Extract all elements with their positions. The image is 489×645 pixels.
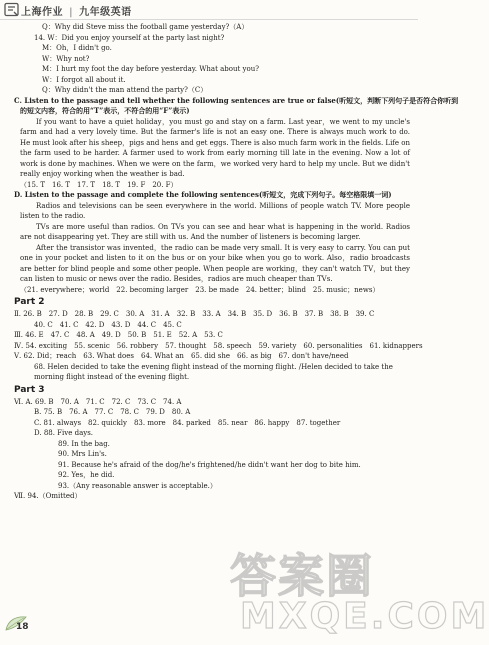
page-number: 18 bbox=[16, 622, 29, 632]
answer-line: 91. Because he's afraid of the dog/he's frightened/he didn't want her dog to bite him. bbox=[58, 460, 361, 469]
answer-line: 68. Helen decided to take the evening flight instead of the morning flight. /Helen decided to take the morning flight instead of the evening flight. bbox=[34, 362, 393, 381]
section-c-title: C. Listen to the passage and tell whether the following sentences are true or false(听短文，判断下列句子是否符合你听到 bbox=[14, 95, 459, 105]
dialog-line: W：I forgot all about it. bbox=[42, 75, 126, 84]
dialog-line: Q：Why didn't the man attend the party?（C） bbox=[42, 86, 208, 94]
answer-line: 89. In the bag. bbox=[58, 439, 110, 448]
header-separator: | bbox=[68, 7, 74, 18]
answer-line: 93.（Any reasonable answer is acceptable.） bbox=[58, 481, 217, 490]
dialog-line: 14. W：Did you enjoy yourself at the party last night? bbox=[34, 33, 225, 42]
answer-line: B. 75. B 76. A 77. C 78. C 79. D 80. A bbox=[34, 408, 191, 416]
passage-paragraph: TVs are more useful than radios. On TVs you can see and hear what is happening in the world. Radios are not disappearing yet. They are still with us. And the number of listeners is becoming larger. bbox=[20, 222, 410, 241]
dialog-line: W：Why not? bbox=[42, 54, 90, 63]
section-d-title: D. Listen to the passage and complete the following sentences(听短文，完成下列句子。每空格限填一词) bbox=[14, 190, 392, 199]
passage-paragraph: Radios and televisions can be seen everywhere in the world. Millions of people watch TV. More people listen to the radio. bbox=[20, 201, 410, 220]
answer-line: Ⅶ. 94.（Omitted） bbox=[14, 492, 82, 500]
answer-line: Ⅳ. 54. exciting 55. scenic 56. robbery 57. thought 58. speech 59. variety 60. personalities 61. kidnappers bbox=[14, 341, 423, 350]
series-name: 上海作业 bbox=[21, 7, 63, 18]
book-logo-icon bbox=[4, 2, 19, 17]
passage-paragraph: If you want to have a quiet holiday，you must go and stay on a farm. Last year，we went to my uncle's farm and had a very lovely time. But the farmer's life is not an easy one. There is always much work to do. He must look after his sheep，pigs and hens and get eggs. There is also much farm work in the fields. Life on the farm used to be harder. A farmer used to work from early morning till late in the evening. Now a lot of work is done by machines. When we were on the farm，we worked very hard to help my uncle. But we didn't really enjoy working when the weather is bad. bbox=[20, 117, 410, 178]
site-watermark bbox=[230, 540, 489, 640]
section-d-passage bbox=[14, 201, 410, 285]
answer-line: Ⅴ. 62. Did；reach 63. What does 64. What an 65. did she 66. as big 67. don't have/need bbox=[14, 352, 349, 360]
section-c-title-cont: 的短文内容，符合的用“T”表示，不符合的用“F”表示) bbox=[20, 106, 190, 115]
answer-line: D. 88. Five days. bbox=[34, 429, 94, 437]
watermark-latin: MXQE.COM bbox=[240, 596, 489, 637]
answer-line: 90. Mrs Lin's. bbox=[58, 450, 107, 458]
passage-paragraph: After the transistor was invented，the radio can be made very small. It is very easy to carry. You can put one in your pocket and listen to it on the bus or on your bike when you go to work. Also，radio broadcasts are better for blind people and some other people. When people are working，they can't watch TV，but they can listen to music or news over the radio. Besides，radios are much cheaper than TVs. bbox=[20, 243, 410, 283]
subject-name: 九年级英语 bbox=[79, 7, 132, 18]
dialog-line: M：Oh，I didn't go. bbox=[42, 44, 112, 52]
part-2-title: Part 2 bbox=[14, 297, 45, 307]
section-c-answers: （15. T 16. T 17. T 18. T 19. F 20. F） bbox=[20, 180, 178, 189]
answer-line: Ⅵ. A. 69. B 70. A 71. C 72. C 73. C 74. A bbox=[14, 397, 182, 406]
header-title bbox=[21, 3, 132, 18]
watermark-chars: 答案圈 bbox=[230, 549, 374, 603]
answer-line: 40. C 41. C 42. D 43. D 44. C 45. C bbox=[34, 320, 182, 329]
answer-line: Ⅱ. 26. B 27. D 28. B 29. C 30. A 31. A 32. B 33. A 34. B 35. D 36. B 37. B 38. B 39. C bbox=[14, 310, 375, 318]
dialog-line: M：I hurt my foot the day before yesterday. What about you? bbox=[42, 65, 259, 73]
dialog-line: Q：Why did Steve miss the football game yesterday?（A） bbox=[42, 23, 249, 31]
part-3-title: Part 3 bbox=[14, 384, 45, 395]
page-footer bbox=[4, 614, 44, 640]
section-d-answers: （21. everywhere；world 22. becoming larger 23. be made 24. better；blind 25. music；news） bbox=[20, 285, 380, 294]
answer-line: Ⅲ. 46. E 47. C 48. A 49. D 50. B 51. E 52. A 53. C bbox=[14, 331, 223, 339]
answer-line: C. 81. always 82. quickly 83. more 84. parked 85. near 86. happy 87. together bbox=[34, 418, 341, 427]
answer-content bbox=[14, 22, 459, 502]
page-header bbox=[0, 0, 418, 20]
answer-line: 92. Yes，he did. bbox=[58, 471, 115, 479]
section-c-passage bbox=[14, 117, 410, 180]
